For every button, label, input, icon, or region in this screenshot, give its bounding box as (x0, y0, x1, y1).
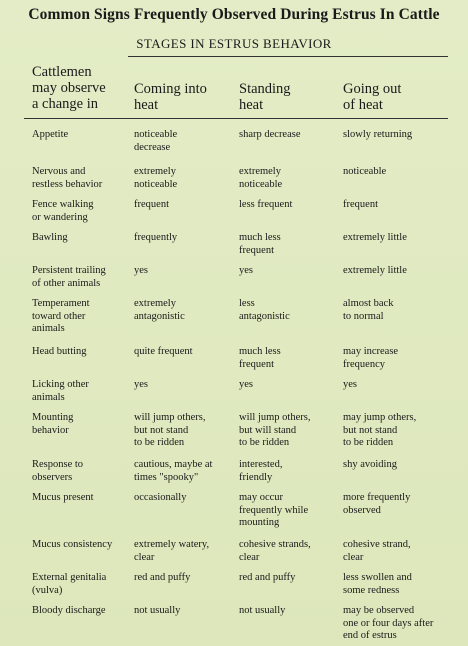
page-title: Common Signs Frequently Observed During Estrus In Cattle (28, 6, 440, 23)
row-label: Bloody discharge (32, 605, 106, 616)
going-out-of-heat-cell: almost back to normal (343, 298, 394, 322)
going-out-of-heat-cell: cohesive strand, clear (343, 539, 411, 563)
coming-into-heat-cell: quite frequent (134, 346, 193, 357)
going-out-of-heat-cell: shy avoiding (343, 459, 397, 470)
coming-into-heat-cell: extremely antagonistic (134, 298, 185, 322)
header-observe: Cattlemen may observe a change in (32, 64, 106, 112)
coming-into-heat-cell: occasionally (134, 492, 187, 503)
going-out-of-heat-cell: less swollen and some redness (343, 572, 412, 596)
standing-heat-cell: not usually (239, 605, 286, 616)
coming-into-heat-cell: not usually (134, 605, 181, 616)
row-label: Bawling (32, 232, 68, 243)
row-label: Fence walking or wandering (32, 199, 94, 223)
going-out-of-heat-cell: slowly returning (343, 129, 413, 140)
row-label: Response to observers (32, 459, 84, 483)
standing-heat-cell: will jump others, but will stand to be ridden (239, 412, 311, 448)
coming-into-heat-cell: yes (134, 379, 148, 390)
coming-into-heat-cell: red and puffy (134, 572, 191, 583)
header-coming-into-heat: Coming into heat (134, 81, 207, 113)
standing-heat-cell: yes (239, 379, 253, 390)
row-label: Nervous and restless behavior (32, 166, 103, 190)
row-label: Persistent trailing of other animals (32, 265, 106, 289)
coming-into-heat-cell: frequent (134, 199, 169, 210)
header-going-out-of-heat: Going out of heat (343, 81, 402, 113)
row-label: Appetite (32, 129, 69, 140)
coming-into-heat-cell: extremely watery, clear (134, 539, 210, 563)
going-out-of-heat-cell: more frequently observed (343, 492, 411, 516)
standing-heat-cell: red and puffy (239, 572, 296, 583)
standing-heat-cell: extremely noticeable (239, 166, 283, 190)
standing-heat-cell: less frequent (239, 199, 293, 210)
row-label: Licking other animals (32, 379, 89, 403)
table-subtitle: STAGES IN ESTRUS BEHAVIOR (136, 36, 332, 51)
header-rule (24, 118, 448, 119)
standing-heat-cell: cohesive strands, clear (239, 539, 311, 563)
standing-heat-cell: sharp decrease (239, 129, 301, 140)
row-label: Temperament toward other animals (32, 298, 90, 334)
standing-heat-cell: much less frequent (239, 232, 281, 256)
coming-into-heat-cell: frequently (134, 232, 178, 243)
standing-heat-cell: yes (239, 265, 253, 276)
coming-into-heat-cell: cautious, maybe at times "spooky" (134, 459, 213, 483)
coming-into-heat-cell: noticeable decrease (134, 129, 178, 153)
going-out-of-heat-cell: may increase frequency (343, 346, 399, 370)
row-label: Mucus present (32, 492, 94, 503)
going-out-of-heat-cell: noticeable (343, 166, 387, 177)
coming-into-heat-cell: will jump others, but not stand to be ridden (134, 412, 206, 448)
going-out-of-heat-cell: extremely little (343, 232, 407, 243)
row-label: Mucus consistency (32, 539, 113, 550)
coming-into-heat-cell: extremely noticeable (134, 166, 178, 190)
subtitle-rule (128, 56, 448, 57)
standing-heat-cell: may occur frequently while mounting (239, 492, 309, 528)
standing-heat-cell: less antagonistic (239, 298, 290, 322)
going-out-of-heat-cell: yes (343, 379, 357, 390)
going-out-of-heat-cell: may be observed one or four days after end of estrus (343, 605, 434, 641)
going-out-of-heat-cell: frequent (343, 199, 378, 210)
standing-heat-cell: much less frequent (239, 346, 281, 370)
standing-heat-cell: interested, friendly (239, 459, 283, 483)
header-standing-heat: Standing heat (239, 81, 291, 113)
row-label: Head butting (32, 346, 87, 357)
going-out-of-heat-cell: may jump others, but not stand to be ridden (343, 412, 417, 448)
row-label: Mounting behavior (32, 412, 74, 436)
row-label: External genitalia (vulva) (32, 572, 107, 596)
going-out-of-heat-cell: extremely little (343, 265, 407, 276)
coming-into-heat-cell: yes (134, 265, 148, 276)
